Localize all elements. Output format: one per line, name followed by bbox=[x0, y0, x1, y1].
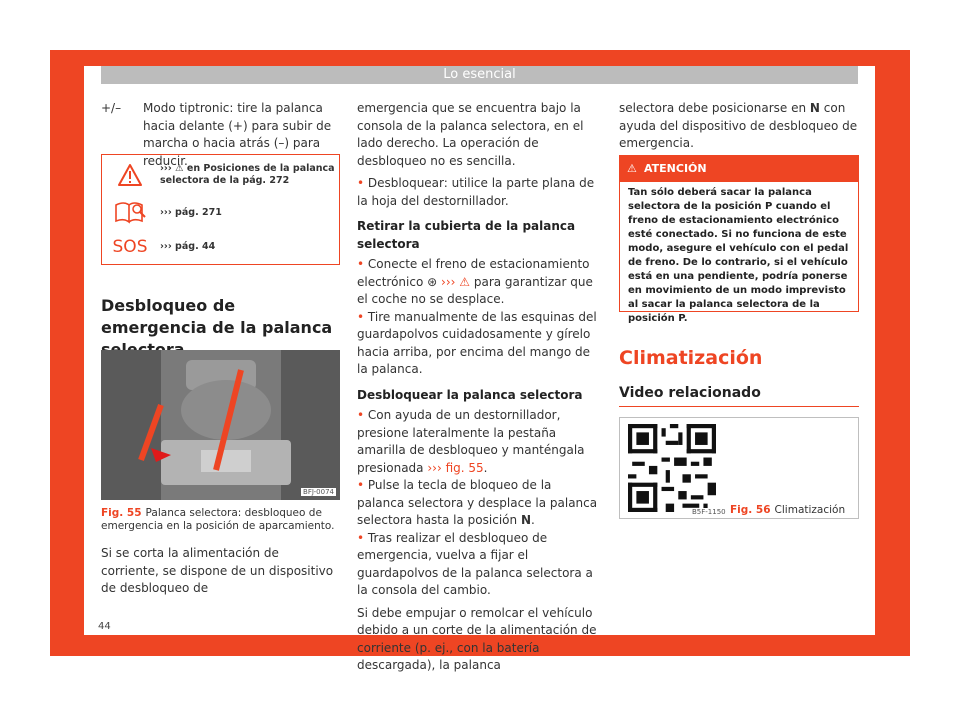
tiptronic-text: Modo tiptronic: tire la palanca hacia delante (+) para subir de marcha o hacia atrás (–) para reducir. bbox=[143, 101, 332, 168]
reference-sos-text[interactable]: ››› pág. 44 bbox=[160, 241, 216, 252]
warning-header-icon: ⚠ bbox=[627, 162, 637, 175]
warning-inline-icon: ⚠ bbox=[459, 274, 471, 289]
sos-icon: SOS bbox=[112, 237, 148, 257]
figure-55-tag: BFJ-0074 bbox=[303, 488, 334, 496]
col2-subheading-1: Retirar la cubierta de la palanca selectora bbox=[357, 219, 576, 251]
book-icon bbox=[110, 199, 150, 229]
reference-warning-text[interactable]: ››› ⚠ en Posiciones de la palanca selectora de la pág. 272 bbox=[160, 163, 335, 186]
warning-icon bbox=[110, 163, 150, 191]
figure-56-caption bbox=[730, 504, 845, 517]
tiptronic-key: +/– bbox=[101, 101, 122, 115]
page-header: Lo esencial bbox=[101, 66, 858, 84]
column-3 bbox=[619, 100, 859, 153]
warning-text: Tan sólo deberá sacar la palanca selectora de la posición P cuando el freno de estacionamiento electrónico esté conectado. Si no funciona de este modo, asegure el vehículo con el pedal de freno. De lo contrario, si el vehículo está en una pendiente, podría ponerse en movimiento de un modo imprevisto al sacar la palanca selectora de la posición P. bbox=[628, 187, 849, 324]
reference-box bbox=[101, 154, 340, 265]
figure-55-image bbox=[101, 350, 340, 500]
gear-selector-illustration bbox=[101, 350, 340, 500]
fig-55-link[interactable]: fig. 55 bbox=[445, 460, 484, 475]
reference-book-text[interactable]: ››› pág. 271 bbox=[160, 207, 222, 218]
figure-56 bbox=[619, 417, 859, 519]
col2-bullet2: • Conecte el freno de estacionamiento electrónico ⊛ ››› ⚠ para garantizar que el coche no se desplace. bbox=[357, 257, 593, 306]
figure-55-number: Fig. 55 bbox=[101, 507, 142, 519]
col3-para1: selectora debe posicionarse en N con ayuda del dispositivo de desbloqueo de emergencia. bbox=[619, 101, 858, 150]
col2-bullet6: • Tras realizar el desbloqueo de emergencia, vuelva a fijar el guardapolvos de la palanca selectora a la consola del cambio. bbox=[357, 530, 593, 597]
figure-56-number: Fig. 56 bbox=[730, 504, 771, 516]
qr-code[interactable] bbox=[628, 424, 716, 512]
figure-56-tag: B5F-1150 bbox=[692, 508, 726, 516]
page-number: 44 bbox=[98, 621, 111, 632]
col2-subheading-2: Desbloquear la palanca selectora bbox=[357, 387, 583, 402]
section-title-desbloqueo: Desbloqueo de emergencia de la palanca bbox=[101, 295, 340, 368]
key-icon: ⊛ bbox=[427, 274, 438, 289]
col2-bullet1: • Desbloquear: utilice la parte plana de la hoja del destornillador. bbox=[357, 176, 595, 208]
col2-bullet3: • Tire manualmente de las esquinas del guardapolvos cuidadosamente y gírelo hacia arriba, por encima del mango de la palanca. bbox=[357, 309, 597, 376]
figure-56-caption-text: Climatización bbox=[774, 504, 846, 516]
warning-header: ⚠ ATENCIÓN bbox=[620, 156, 858, 182]
section-title-climatizacion: Climatización bbox=[619, 347, 763, 369]
warning-box bbox=[619, 155, 859, 324]
column-2 bbox=[357, 100, 600, 675]
video-heading: Video relacionado bbox=[619, 385, 859, 407]
figure-55-caption-text: Palanca selectora: desbloqueo de emergencia en la posición de aparcamiento. bbox=[101, 507, 335, 532]
col2-para1: emergencia que se encuentra bajo la consola de la palanca selectora, en el lado derecho. La operación de desbloqueo no es sencilla. bbox=[357, 101, 584, 168]
col2-para2: Si debe empujar o remolcar el vehículo debido a un corte de la alimentación de corriente (p. ej., con la batería descargada), la palanca bbox=[357, 605, 597, 672]
column-1-paragraph: Si se corta la alimentación de corriente, se dispone de un dispositivo de desbloqueo de bbox=[101, 546, 334, 595]
col2-bullet4: • Con ayuda de un destornillador, presione lateralmente la pestaña amarilla de desbloqueo y manténgala presionada ››› fig. 55. bbox=[357, 408, 585, 475]
col2-bullet5: • Pulse la tecla de bloqueo de la palanca selectora y desplace la palanca selectora hasta la posición N. bbox=[357, 478, 598, 527]
figure-55-caption bbox=[101, 507, 340, 533]
